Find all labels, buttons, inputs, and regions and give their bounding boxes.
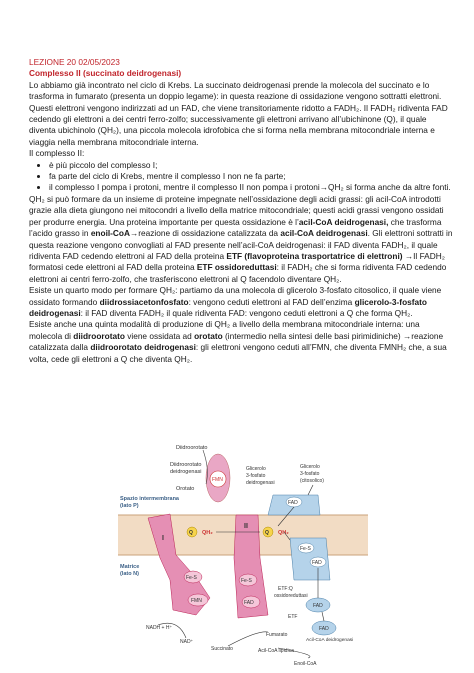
glic-cit-label-3: (citosolico) (300, 478, 324, 484)
acil-coa-label: Acil-CoA lipidica (258, 648, 294, 654)
paragraph-1: Lo abbiamo già incontrato nel ciclo di Krebs. La succinato deidrogenasi prende la molecola del succinato e lo trasforma in fumarato (presenta un doppio legame): in questa reazione di ossidazione vengono sottratti elettroni. Questi elettroni vengono indirizzati ad un FAD, che viene transitoriamente ridotto a FADH₂. Il FADH₂ ridiventa FAD cedendo gli elettroni a dei centri ferro-zolfo; successivamente gli elettroni arrivano all’ubichinone (Q), il quale diventa ubichinolo (QH₂), una piccola molecola idrofobica che si forma nella membrana mitocondriale interna e viaggia nella membrana mitocondriale interna. (29, 79, 448, 147)
bullet-list (29, 160, 453, 194)
text-span: : il FAD diventa FADH₂ il quale ridiventa FAD: vengono ceduti elettroni a Q che forma QH₂. (80, 307, 413, 318)
paragraph-5 (29, 319, 453, 365)
diidroorotato-dh-label: Diidroorotato (170, 462, 202, 468)
list-item: • è più piccolo del complesso I; (49, 160, 453, 171)
text-span: che trasforma l’acido grasso in (29, 216, 442, 239)
arrow (228, 632, 268, 646)
succinato-label: Succinato (211, 646, 233, 652)
section-title: Complesso II (succinato deidrogenasi) (29, 68, 182, 79)
document-body (29, 57, 453, 365)
intermembrane-side-label: (lato P) (120, 503, 139, 509)
etfq-label-1: ETF:Q (278, 586, 293, 592)
bold-term: orotato (194, 330, 223, 341)
fmn-top-label: FMN (212, 477, 223, 483)
glic-dh-label-2: 3-fosfato (246, 473, 266, 479)
intermembrane-label: Spazio intermembrana (120, 496, 179, 502)
qh2-left: QH₂ (202, 530, 213, 536)
glic-cit-label-1: Glicerolo (300, 464, 320, 470)
nadh-label: NADH + H⁺ (146, 625, 173, 631)
lesson-header: LEZIONE 20 02/05/2023 (29, 57, 120, 67)
paragraph-3 (29, 194, 453, 285)
bold-term: acil-CoA deidrogenasi (280, 228, 368, 239)
bold-term: ETF (flavoproteina trasportatrice di elettroni) (226, 250, 403, 261)
etfq-fad: FAD (312, 560, 322, 566)
bold-term: enoil-CoA (90, 228, 130, 239)
nad-label: NAD⁺ (180, 639, 194, 645)
complex-ii-fes: Fe-S (241, 578, 252, 584)
text-span: : gli elettroni vengono ceduti all’FMN, che diventa FMNH₂ che, a sua volta, cede gli elettroni a Q che diventa QH₂. (29, 342, 447, 364)
matrix-label: Matrice (120, 564, 140, 570)
diidroorotato-label: Diidroorotato (176, 445, 208, 451)
acil-coa-dh-fad: FAD (319, 626, 329, 632)
orotato-label: Orotato (176, 486, 195, 492)
paragraph-4 (29, 285, 453, 319)
arrow (203, 450, 207, 484)
etfq-fes: Fe-S (300, 546, 311, 552)
list-item: • il complesso I pompa i protoni, mentre il complesso II non pompa i protoni→QH₂ si forma anche da altre fonti. (49, 182, 453, 193)
text-span: →Il FADH₂ formatosi cede elettroni al FAD della proteina (29, 250, 445, 273)
paragraph-2: Il complesso II: (29, 148, 85, 159)
text-span: Esiste anche una quinta modalità di produzione di QH₂ a livello della membrana mitocondriale interna: una molecola di (29, 319, 420, 341)
text-span: QH₂ si può formare da un insieme di proteine impegnate nell’ossidazione degli acidi grassi: gli acil-CoA introdotti grazie alla dieta giungono nei mitocondri a livello della matrice mitocondriale; questi acidi grassi vengono ossidati per produrre energia. Una proteina importante per questa ossidazione è l’ (29, 193, 444, 227)
bold-term: acil-CoA deidrogenasi, (298, 216, 389, 227)
diidroorotato-dh-label-2: deidrogenasi (170, 469, 202, 475)
complex-ii-label: II (244, 523, 248, 530)
etfq-label-2: ossidoreduttasi (274, 593, 308, 599)
text-span: (intermedio nella sintesi delle basi pirimidiniche) →reazione catalizzata dalla (29, 330, 444, 353)
text-span: viene ossidata ad (124, 330, 195, 341)
etf-label: ETF (288, 614, 298, 620)
etf-fad: FAD (313, 603, 323, 609)
complex-ii-fad: FAD (244, 600, 254, 606)
text-span: . Gli elettroni sottratti in questa reazione vengono convogliati al FAD presente nell’acil-CoA deidrogenasi: il FAD diventa FADH₂, il quale ridiventa FAD cedendo elettroni al FAD della proteina (29, 228, 453, 261)
electron-transport-figure (118, 440, 368, 668)
arrow (322, 612, 324, 621)
enoil-coa-label: Enoil-CoA (294, 661, 317, 667)
text-span: : vengono ceduti elettroni al FAD dell’enzima (188, 296, 355, 307)
glic-dh-label-3: deidrogenasi (246, 480, 275, 486)
fumarato-label: Fumarato (266, 632, 288, 638)
glic-dh-fad: FAD (288, 500, 298, 506)
acil-coa-dh-label: Acil-CoA deidrogenasi (306, 638, 354, 643)
arrow (308, 485, 313, 495)
bold-term: diidroorotato deidrogenasi (90, 342, 196, 353)
complex-i-fmn: FMN (191, 598, 202, 604)
glic-dh-label-1: Glicerolo (246, 466, 266, 472)
qh2-right: QH₂ (278, 530, 289, 536)
bold-term: ETF ossidoreduttasi (196, 262, 277, 273)
bold-term: diidroorotato (73, 330, 125, 341)
text-span: Esiste un quarto modo per formare QH₂: partiamo da una molecola di glicerolo 3-fosfato citosolico, il quale viene ossidato formando (29, 285, 442, 307)
q-left: Q (189, 530, 193, 536)
text-span: : il FADH₂ che si forma ridiventa FAD cedendo elettroni ai centri ferro-zolfo, che trasferiscono elettroni al Q facendolo diventare QH₂. (29, 262, 447, 284)
q-right: Q (265, 530, 269, 536)
complex-i-fes: Fe-S (186, 575, 197, 581)
figure-svg (118, 440, 368, 668)
list-item: • fa parte del ciclo di Krebs, mentre il complesso I non ne fa parte; (49, 171, 453, 182)
bold-term: diidrossiacetonfosfato (99, 296, 189, 307)
glic-cit-label-2: 3-fosfato (300, 471, 320, 477)
complex-i-label: I (162, 535, 164, 542)
bold-term: glicerolo-3-fosfato deidrogenasi (29, 296, 427, 318)
matrix-side-label: (lato N) (120, 571, 139, 577)
text-span: →reazione di ossidazione catalizzata da (130, 228, 281, 239)
